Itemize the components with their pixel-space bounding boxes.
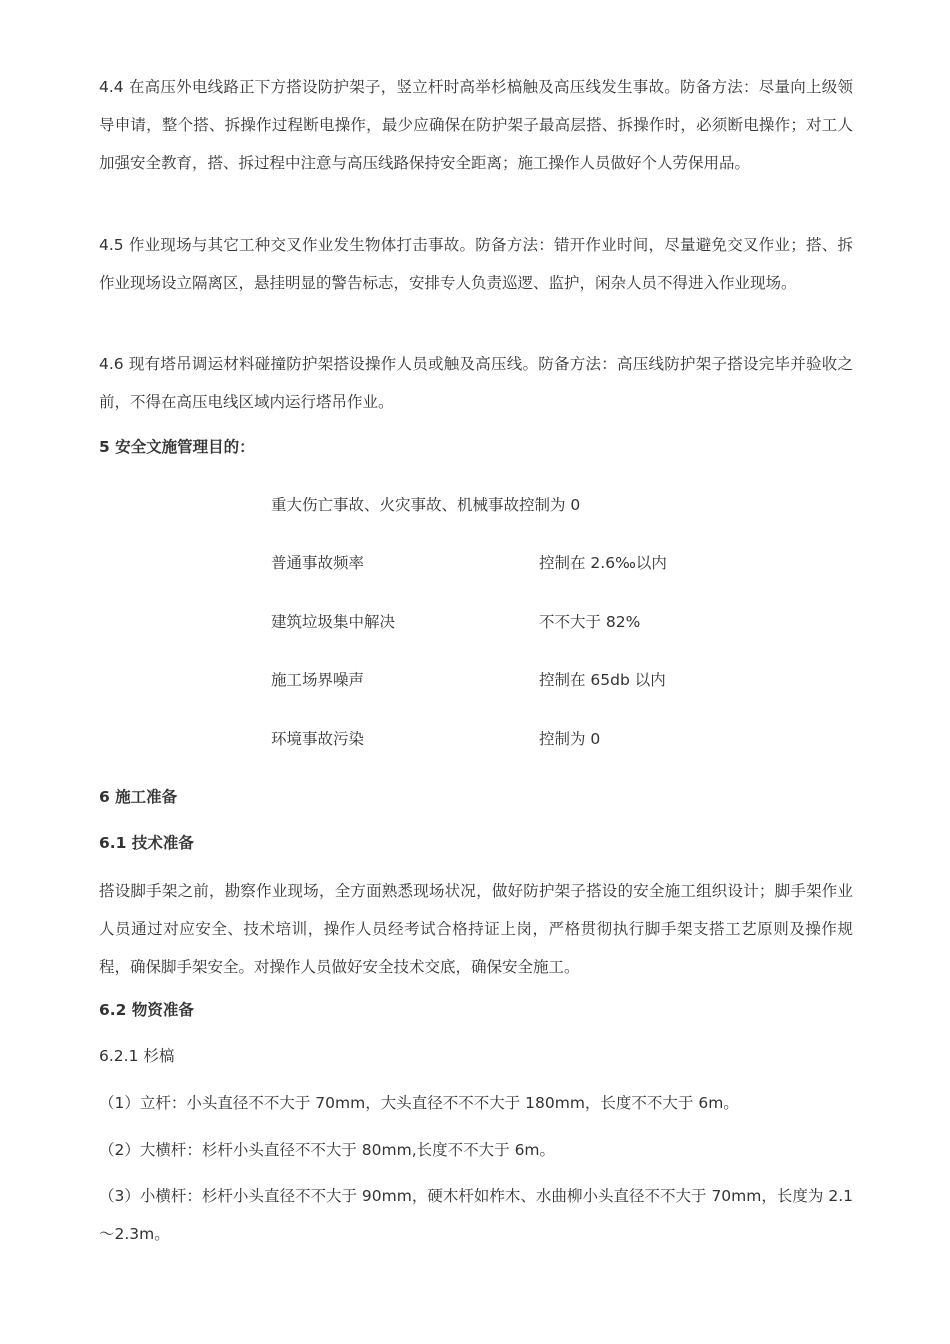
paragraph-6-1: 搭设脚手架之前，勘察作业现场，全方面熟悉现场状况，做好防护架子搭设的安全施工组织设计；脚手架作业人员通过对应安全、技术培训，操作人员经考试合格持证上岗，严格贯彻执行脚手架支搭工艺原则及操作规程，确保脚手架安全。对操作人员做好安全技术交底，确保安全施工。 (99, 882, 853, 976)
list-item-upright-pole: （1）立杆：小头直径不不大于 70mm，大头直径不不不大于 180mm，长度不不大于 6m。 (99, 1094, 739, 1112)
paragraph-4-6: 4.6 现有塔吊调运材料碰撞防护架搭设操作人员或触及高压线。防备方法：高压线防护架子搭设完毕并验收之前，不得在高压电线区域内运行塔吊作业。 (99, 355, 853, 411)
list-item-small-crossbar: （3）小横杆：杉杆小头直径不不大于 90mm，硬木杆如柞木、水曲柳小头直径不不大于 70mm，长度为 2.1～2.3m。 (99, 1187, 853, 1243)
target-item: 施工场界噪声 (271, 671, 365, 689)
target-item: 建筑垃圾集中解决 (271, 613, 396, 631)
section-6-heading: 6 施工准备 (99, 788, 178, 806)
paragraph-4-4: 4.4 在高压外电线路正下方搭设防护架子，竖立杆时高举杉槁触及高压线发生事故。防备方法：尽量向上级领导申请，整个搭、拆操作过程断电操作，最少应确保在防护架子最高层搭、拆操作时，必须断电操作；对工人加强安全教育，搭、拆过程中注意与高压线路保持安全距离；施工操作人员做好个人劳保用品。 (99, 78, 853, 172)
section-6-2-heading: 6.2 物资准备 (99, 1001, 194, 1019)
target-item: 环境事故污染 (271, 730, 365, 748)
section-6-1-heading: 6.1 技术准备 (99, 834, 194, 852)
paragraph-4-5: 4.5 作业现场与其它工种交叉作业发生物体打击事故。防备方法：错开作业时间，尽量避免交叉作业；搭、拆作业现场设立隔离区，悬挂明显的警告标志，安排专人负责巡逻、监护，闲杂人员不得进入作业现场。 (99, 236, 853, 292)
list-item-large-crossbar: （2）大横杆：杉杆小头直径不不大于 80mm,长度不不大于 6m。 (99, 1141, 556, 1159)
target-item: 重大伤亡事故、火灾事故、机械事故控制为 0 (271, 496, 581, 514)
target-item: 普通事故频率 (271, 554, 365, 572)
target-value: 不不大于 82% (539, 613, 641, 631)
section-5-heading: 5 安全文施管理目的： (99, 438, 255, 456)
target-value: 控制在 65db 以内 (539, 671, 666, 689)
target-value: 控制在 2.6‰以内 (539, 554, 667, 572)
section-6-2-1-heading: 6.2.1 杉槁 (99, 1047, 175, 1065)
target-value: 控制为 0 (539, 730, 601, 748)
